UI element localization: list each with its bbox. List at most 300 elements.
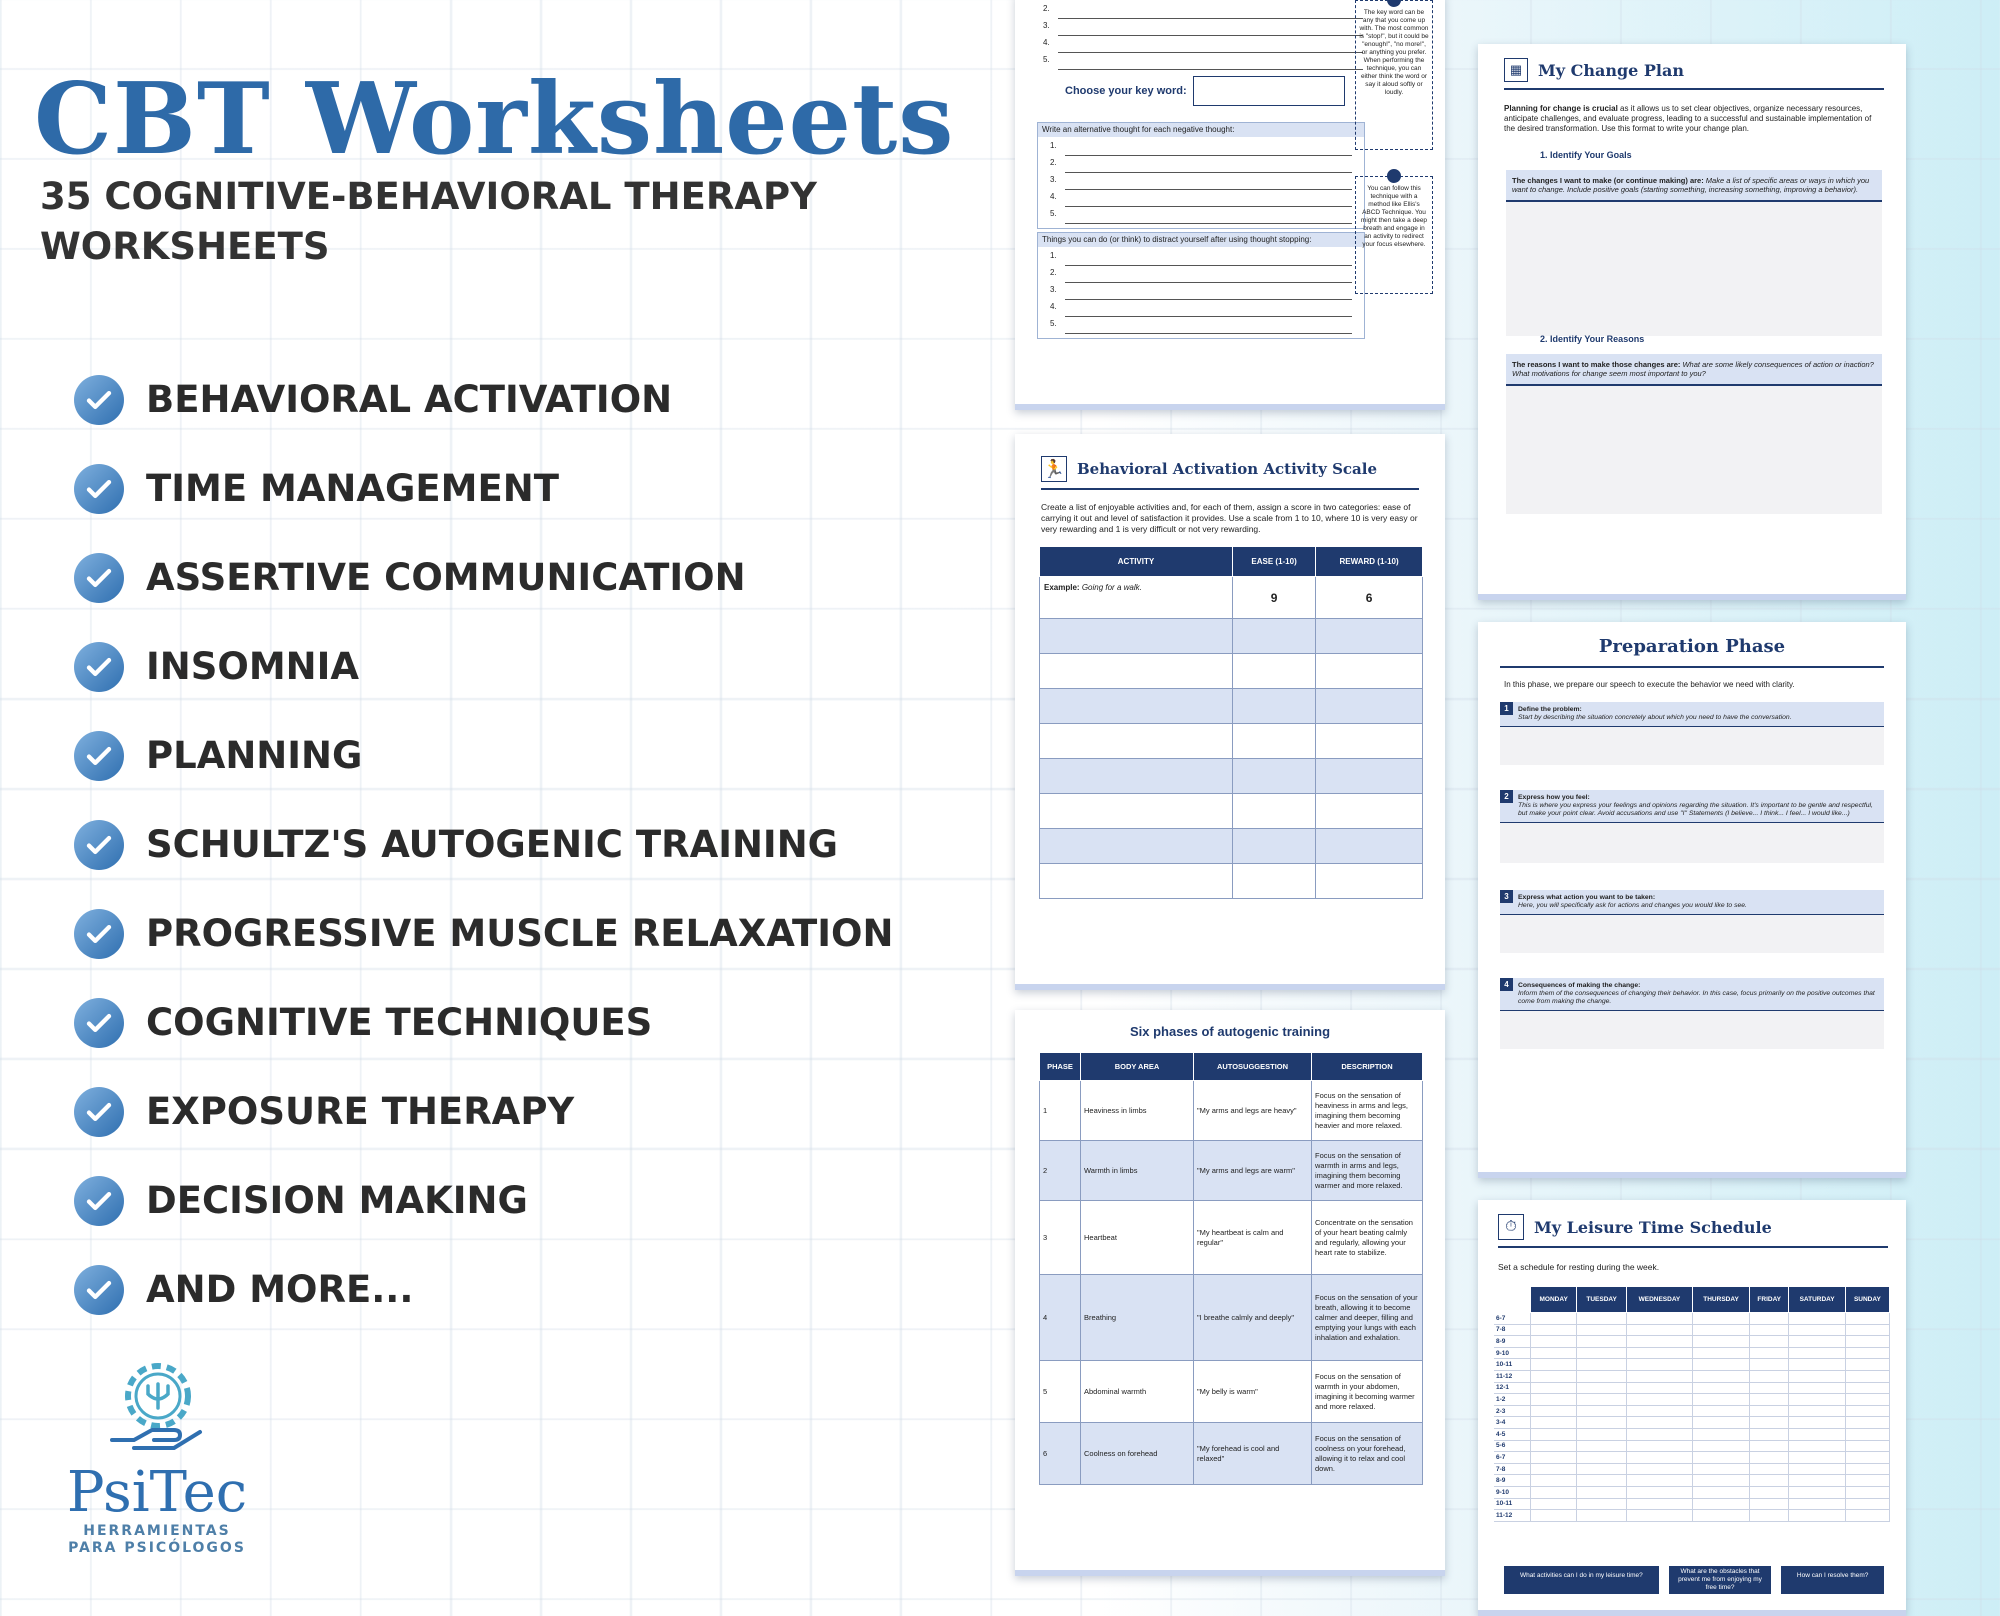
schedule-cell[interactable] [1789, 1486, 1845, 1498]
schedule-cell[interactable] [1845, 1498, 1889, 1510]
box-bold: The changes I want to make (or continue making) are: [1512, 176, 1704, 185]
schedule-cell[interactable] [1845, 1440, 1889, 1452]
line-number: 1. [1050, 251, 1057, 260]
schedule-cell[interactable] [1789, 1417, 1845, 1429]
topic-item [74, 978, 893, 1067]
schedule-row [1494, 1475, 1890, 1487]
topic-label: EXPOSURE THERAPY [146, 1090, 575, 1133]
check-circle-icon [74, 998, 124, 1048]
page-title: Preparation Phase [1598, 636, 1786, 657]
answer-area[interactable] [1500, 915, 1884, 953]
schedule-cell[interactable] [1845, 1428, 1889, 1440]
table-row[interactable] [1040, 829, 1423, 864]
schedule-row [1494, 1440, 1890, 1452]
schedule-cell[interactable] [1577, 1394, 1627, 1406]
schedule-cell[interactable] [1577, 1452, 1627, 1464]
table-row [1040, 1201, 1423, 1275]
reasons-box[interactable] [1506, 354, 1882, 514]
section-label: Write an alternative thought for each negative thought: [1038, 123, 1364, 137]
schedule-cell[interactable] [1750, 1347, 1789, 1359]
schedule-cell[interactable] [1531, 1347, 1577, 1359]
question-box: How can I resolve them? [1781, 1566, 1884, 1594]
schedule-cell[interactable] [1577, 1313, 1627, 1325]
schedule-cell[interactable] [1626, 1336, 1692, 1348]
day-header: SATURDAY [1789, 1287, 1845, 1313]
hour-label: 2-3 [1494, 1405, 1531, 1417]
page-title: My Leisure Time Schedule [1534, 1217, 1772, 1237]
schedule-cell[interactable] [1750, 1498, 1789, 1510]
schedule-cell[interactable] [1531, 1313, 1577, 1325]
intro-text: Set a schedule for resting during the week. [1498, 1262, 1660, 1272]
schedule-cell[interactable] [1577, 1336, 1627, 1348]
topic-label: INSOMNIA [146, 645, 360, 688]
schedule-cell[interactable] [1577, 1382, 1627, 1394]
answer-line [1065, 158, 1352, 173]
intro-text: In this phase, we prepare our speech to execute the behavior we need with clarity. [1504, 680, 1795, 689]
schedule-cell[interactable] [1531, 1428, 1577, 1440]
desc-cell: Concentrate on the sensation of your heart beating calmly and regularly, allowing your heart rate to stabilize. [1312, 1201, 1423, 1275]
check-circle-icon [74, 820, 124, 870]
schedule-cell[interactable] [1626, 1510, 1692, 1522]
schedule-row [1494, 1336, 1890, 1348]
schedule-cell[interactable] [1693, 1405, 1750, 1417]
schedule-cell[interactable] [1693, 1394, 1750, 1406]
hour-label: 9-10 [1494, 1347, 1531, 1359]
step-heading: 1. Identify Your Goals [1540, 150, 1632, 160]
check-circle-icon [74, 642, 124, 692]
topic-label: SCHULTZ'S AUTOGENIC TRAINING [146, 823, 839, 866]
schedule-cell[interactable] [1577, 1359, 1627, 1371]
schedule-cell[interactable] [1626, 1347, 1692, 1359]
change-plan-page [1478, 44, 1906, 600]
intro-text [1504, 104, 1884, 134]
schedule-cell[interactable] [1845, 1347, 1889, 1359]
line-number: 3. [1043, 21, 1050, 30]
phase-cell: 2 [1040, 1141, 1081, 1201]
answer-line [1058, 21, 1363, 36]
preparation-page [1478, 622, 1906, 1178]
schedule-cell[interactable] [1577, 1405, 1627, 1417]
schedule-cell[interactable] [1626, 1359, 1692, 1371]
column-header: ACTIVITY [1040, 547, 1233, 577]
column-header: BODY AREA [1081, 1053, 1194, 1081]
intro-rest: as it allows us to set clear objectives, organize necessary resources, anticipate challenges, and evaluate progress, leading to a successful and sustainable implementation of the desired transformation. Use this format to write your change plan. [1504, 104, 1872, 133]
step-heading: Express what action you want to be taken: [1518, 894, 1656, 901]
schedule-cell[interactable] [1531, 1440, 1577, 1452]
schedule-cell[interactable] [1845, 1463, 1889, 1475]
schedule-cell[interactable] [1750, 1440, 1789, 1452]
column-header: REWARD (1-10) [1316, 547, 1423, 577]
schedule-cell[interactable] [1693, 1382, 1750, 1394]
day-header: THURSDAY [1693, 1287, 1750, 1313]
desc-cell: Focus on the sensation of warmth in your abdomen, imagining it becoming warmer and more relaxed. [1312, 1361, 1423, 1423]
goals-box[interactable] [1506, 170, 1882, 336]
schedule-cell[interactable] [1750, 1382, 1789, 1394]
answer-area[interactable] [1500, 727, 1884, 765]
distraction-box [1037, 232, 1365, 339]
auto-cell: "My heartbeat is calm and regular" [1194, 1201, 1312, 1275]
logo-name: PsiTec [66, 1460, 248, 1525]
phase-cell: 5 [1040, 1361, 1081, 1423]
table-row [1040, 1423, 1423, 1485]
schedule-table [1494, 1286, 1890, 1522]
answer-area[interactable] [1500, 1011, 1884, 1049]
topic-item [74, 355, 893, 444]
psitec-logo [52, 1352, 262, 1557]
schedule-cell[interactable] [1693, 1347, 1750, 1359]
schedule-cell[interactable] [1750, 1510, 1789, 1522]
schedule-cell[interactable] [1789, 1452, 1845, 1464]
example-row [1040, 577, 1423, 619]
schedule-cell[interactable] [1750, 1417, 1789, 1429]
schedule-cell[interactable] [1789, 1463, 1845, 1475]
line-number: 3. [1050, 285, 1057, 294]
schedule-cell[interactable] [1845, 1510, 1889, 1522]
corner-cell [1494, 1287, 1531, 1313]
question-row [1504, 1566, 1884, 1594]
hour-label: 6-7 [1494, 1313, 1531, 1325]
schedule-cell[interactable] [1577, 1463, 1627, 1475]
schedule-cell[interactable] [1750, 1486, 1789, 1498]
step-heading: Define the problem: [1518, 706, 1582, 713]
schedule-cell[interactable] [1845, 1313, 1889, 1325]
running-icon: 🏃 [1041, 456, 1067, 482]
schedule-cell[interactable] [1750, 1324, 1789, 1336]
schedule-cell[interactable] [1845, 1452, 1889, 1464]
topic-item [74, 1156, 893, 1245]
answer-line [1065, 192, 1352, 207]
schedule-cell[interactable] [1626, 1475, 1692, 1487]
schedule-cell[interactable] [1693, 1510, 1750, 1522]
topic-label: TIME MANAGEMENT [146, 467, 559, 510]
schedule-cell[interactable] [1531, 1324, 1577, 1336]
schedule-cell[interactable] [1845, 1324, 1889, 1336]
schedule-cell[interactable] [1577, 1428, 1627, 1440]
schedule-cell[interactable] [1626, 1382, 1692, 1394]
gear-hand-icon [102, 1352, 212, 1458]
schedule-cell[interactable] [1577, 1370, 1627, 1382]
schedule-row [1494, 1498, 1890, 1510]
column-header: EASE (1-10) [1233, 547, 1316, 577]
schedule-cell[interactable] [1750, 1370, 1789, 1382]
schedule-cell[interactable] [1750, 1313, 1789, 1325]
schedule-cell[interactable] [1531, 1394, 1577, 1406]
hour-label: 10-11 [1494, 1359, 1531, 1371]
schedule-cell[interactable] [1845, 1336, 1889, 1348]
schedule-cell[interactable] [1626, 1452, 1692, 1464]
step-number: 3 [1500, 890, 1513, 903]
line-number: 5. [1043, 55, 1050, 64]
schedule-cell[interactable] [1577, 1486, 1627, 1498]
schedule-cell[interactable] [1577, 1440, 1627, 1452]
schedule-cell[interactable] [1693, 1336, 1750, 1348]
schedule-cell[interactable] [1693, 1452, 1750, 1464]
example-text: Going for a walk. [1081, 583, 1142, 592]
line-number: 5. [1050, 209, 1057, 218]
schedule-cell[interactable] [1626, 1417, 1692, 1429]
check-circle-icon [74, 553, 124, 603]
table-row[interactable] [1040, 689, 1423, 724]
desc-cell: Focus on the sensation of your breath, allowing it to become calmer and deeper, filling and emptying your lungs with each inhalation and exhalation. [1312, 1275, 1423, 1361]
example-label: Example: [1044, 583, 1080, 592]
topic-item [74, 533, 893, 622]
topic-label: BEHAVIORAL ACTIVATION [146, 378, 673, 421]
subtitle: 35 COGNITIVE-BEHAVIORAL THERAPY WORKSHEETS [40, 175, 817, 268]
area-cell: Heartbeat [1081, 1201, 1194, 1275]
schedule-cell[interactable] [1626, 1313, 1692, 1325]
step-block [1500, 702, 1884, 765]
schedule-cell[interactable] [1750, 1394, 1789, 1406]
auto-cell: "I breathe calmly and deeply" [1194, 1275, 1312, 1361]
schedule-cell[interactable] [1789, 1359, 1845, 1371]
topic-label: AND MORE... [146, 1268, 414, 1311]
schedule-cell[interactable] [1626, 1394, 1692, 1406]
keyword-field[interactable] [1193, 76, 1345, 106]
schedule-cell[interactable] [1693, 1440, 1750, 1452]
phase-cell: 4 [1040, 1275, 1081, 1361]
schedule-cell[interactable] [1577, 1498, 1627, 1510]
plan-icon: ▦ [1504, 58, 1528, 82]
topic-item [74, 622, 893, 711]
step-number: 1 [1500, 702, 1513, 715]
schedule-row [1494, 1382, 1890, 1394]
hour-label: 1-2 [1494, 1394, 1531, 1406]
schedule-cell[interactable] [1531, 1510, 1577, 1522]
topic-label: ASSERTIVE COMMUNICATION [146, 556, 746, 599]
schedule-cell[interactable] [1789, 1336, 1845, 1348]
schedule-cell[interactable] [1845, 1359, 1889, 1371]
logo-tagline: PARA PSICÓLOGOS [68, 1540, 246, 1556]
table-row[interactable] [1040, 864, 1423, 899]
schedule-cell[interactable] [1789, 1510, 1845, 1522]
schedule-cell[interactable] [1789, 1324, 1845, 1336]
table-row[interactable] [1040, 619, 1423, 654]
schedule-cell[interactable] [1531, 1382, 1577, 1394]
check-circle-icon [74, 909, 124, 959]
schedule-cell[interactable] [1693, 1475, 1750, 1487]
hour-label: 5-6 [1494, 1440, 1531, 1452]
step-block [1500, 890, 1884, 953]
schedule-cell[interactable] [1626, 1486, 1692, 1498]
schedule-cell[interactable] [1626, 1324, 1692, 1336]
schedule-cell[interactable] [1626, 1405, 1692, 1417]
schedule-cell[interactable] [1693, 1359, 1750, 1371]
step-number: 2 [1500, 790, 1513, 803]
page-title: My Change Plan [1538, 60, 1684, 80]
schedule-row [1494, 1370, 1890, 1382]
schedule-cell[interactable] [1577, 1347, 1627, 1359]
schedule-cell[interactable] [1531, 1486, 1577, 1498]
hour-label: 3-4 [1494, 1417, 1531, 1429]
line-number: 4. [1043, 38, 1050, 47]
schedule-cell[interactable] [1626, 1370, 1692, 1382]
schedule-cell[interactable] [1577, 1475, 1627, 1487]
step-block [1500, 978, 1884, 1049]
column-header: PHASE [1040, 1053, 1081, 1081]
phase-cell: 3 [1040, 1201, 1081, 1275]
line-number: 2. [1050, 268, 1057, 277]
schedule-cell[interactable] [1531, 1417, 1577, 1429]
auto-cell: "My arms and legs are heavy" [1194, 1081, 1312, 1141]
table-row[interactable] [1040, 794, 1423, 829]
tip-box [1355, 176, 1433, 294]
schedule-cell[interactable] [1577, 1510, 1627, 1522]
schedule-cell[interactable] [1693, 1498, 1750, 1510]
schedule-cell[interactable] [1577, 1324, 1627, 1336]
schedule-cell[interactable] [1531, 1370, 1577, 1382]
line-number: 5. [1050, 319, 1057, 328]
schedule-row [1494, 1486, 1890, 1498]
schedule-cell[interactable] [1845, 1486, 1889, 1498]
table-row [1040, 1361, 1423, 1423]
line-number: 3. [1050, 175, 1057, 184]
schedule-cell[interactable] [1531, 1405, 1577, 1417]
schedule-cell[interactable] [1693, 1417, 1750, 1429]
schedule-cell[interactable] [1693, 1313, 1750, 1325]
schedule-cell[interactable] [1845, 1370, 1889, 1382]
box-bold: The reasons I want to make those changes are: [1512, 360, 1681, 369]
schedule-cell[interactable] [1626, 1440, 1692, 1452]
answer-line [1058, 38, 1363, 53]
section-label: Things you can do (or think) to distract yourself after using thought stopping: [1038, 233, 1364, 247]
schedule-row [1494, 1510, 1890, 1522]
schedule-cell[interactable] [1693, 1486, 1750, 1498]
step-text: This is where you express your feelings and opinions regarding the situation. It's important to be gentle and respectful, but make your point clear. Avoid accusations and use "I" Statements (I believe... I think... I feel... I would like...) [1518, 802, 1873, 817]
schedule-cell[interactable] [1531, 1498, 1577, 1510]
hour-label: 8-9 [1494, 1336, 1531, 1348]
auto-cell: "My arms and legs are warm" [1194, 1141, 1312, 1201]
schedule-cell[interactable] [1626, 1428, 1692, 1440]
schedule-cell[interactable] [1750, 1359, 1789, 1371]
schedule-row [1494, 1347, 1890, 1359]
schedule-cell[interactable] [1531, 1359, 1577, 1371]
schedule-cell[interactable] [1750, 1336, 1789, 1348]
schedule-cell[interactable] [1750, 1463, 1789, 1475]
schedule-cell[interactable] [1577, 1417, 1627, 1429]
logo-tagline: HERRAMIENTAS [83, 1523, 231, 1539]
schedule-cell[interactable] [1845, 1394, 1889, 1406]
day-header: FRIDAY [1750, 1287, 1789, 1313]
check-circle-icon [74, 375, 124, 425]
schedule-cell[interactable] [1789, 1347, 1845, 1359]
schedule-cell[interactable] [1789, 1475, 1845, 1487]
answer-area[interactable] [1500, 823, 1884, 863]
schedule-row [1494, 1324, 1890, 1336]
check-circle-icon [74, 1265, 124, 1315]
area-cell: Coolness on forehead [1081, 1423, 1194, 1485]
hour-label: 12-1 [1494, 1382, 1531, 1394]
schedule-cell[interactable] [1693, 1428, 1750, 1440]
schedule-cell[interactable] [1750, 1405, 1789, 1417]
answer-line [1065, 141, 1352, 156]
stopwatch-icon: ⏱ [1498, 1214, 1524, 1240]
table-row [1040, 1275, 1423, 1361]
box-hint: What are some likely consequences of action or inaction? What motivations for change seem most important to you? [1512, 360, 1874, 378]
auto-cell: "My belly is warm" [1194, 1361, 1312, 1423]
topic-list [74, 355, 893, 1334]
schedule-cell[interactable] [1845, 1405, 1889, 1417]
phase-cell: 6 [1040, 1423, 1081, 1485]
schedule-cell[interactable] [1626, 1498, 1692, 1510]
answer-line [1065, 251, 1352, 266]
schedule-cell[interactable] [1789, 1498, 1845, 1510]
auto-cell: "My forehead is cool and relaxed" [1194, 1423, 1312, 1485]
schedule-cell[interactable] [1531, 1452, 1577, 1464]
keyword-label: Choose your key word: [1065, 85, 1187, 97]
schedule-cell[interactable] [1531, 1475, 1577, 1487]
hour-label: 4-5 [1494, 1428, 1531, 1440]
schedule-cell[interactable] [1750, 1452, 1789, 1464]
hour-label: 7-8 [1494, 1463, 1531, 1475]
schedule-cell[interactable] [1789, 1405, 1845, 1417]
hour-label: 6-7 [1494, 1452, 1531, 1464]
answer-line [1058, 4, 1363, 19]
topic-item [74, 1067, 893, 1156]
schedule-cell[interactable] [1789, 1440, 1845, 1452]
schedule-cell[interactable] [1789, 1394, 1845, 1406]
question-box: What are the obstacles that prevent me from enjoying my free time? [1669, 1566, 1772, 1594]
table-row[interactable] [1040, 759, 1423, 794]
schedule-cell[interactable] [1626, 1463, 1692, 1475]
schedule-cell[interactable] [1750, 1428, 1789, 1440]
schedule-cell[interactable] [1789, 1370, 1845, 1382]
answer-line [1058, 55, 1363, 70]
question-box: What activities can I do in my leisure time? [1504, 1566, 1659, 1594]
schedule-row [1494, 1359, 1890, 1371]
schedule-row [1494, 1394, 1890, 1406]
schedule-cell[interactable] [1750, 1475, 1789, 1487]
schedule-row [1494, 1313, 1890, 1325]
check-circle-icon [74, 1176, 124, 1226]
topic-item [74, 444, 893, 533]
schedule-cell[interactable] [1845, 1475, 1889, 1487]
column-header: AUTOSUGGESTION [1194, 1053, 1312, 1081]
schedule-cell[interactable] [1845, 1417, 1889, 1429]
hour-label: 11-12 [1494, 1370, 1531, 1382]
schedule-cell[interactable] [1531, 1463, 1577, 1475]
schedule-cell[interactable] [1845, 1382, 1889, 1394]
column-header: DESCRIPTION [1312, 1053, 1423, 1081]
hour-label: 11-12 [1494, 1510, 1531, 1522]
schedule-row [1494, 1405, 1890, 1417]
hour-label: 7-8 [1494, 1324, 1531, 1336]
area-cell: Heaviness in limbs [1081, 1081, 1194, 1141]
table-row[interactable] [1040, 654, 1423, 689]
lightbulb-icon [1387, 0, 1401, 7]
schedule-cell[interactable] [1531, 1336, 1577, 1348]
topic-item [74, 889, 893, 978]
day-header: SUNDAY [1845, 1287, 1889, 1313]
schedule-cell[interactable] [1693, 1324, 1750, 1336]
autogenic-table [1039, 1052, 1423, 1485]
activity-table [1039, 546, 1423, 899]
schedule-cell[interactable] [1789, 1382, 1845, 1394]
topic-item [74, 1245, 893, 1334]
desc-cell: Focus on the sensation of coolness on your forehead, allowing it to relax and cool down. [1312, 1423, 1423, 1485]
table-row[interactable] [1040, 724, 1423, 759]
hour-label: 10-11 [1494, 1498, 1531, 1510]
schedule-cell[interactable] [1693, 1463, 1750, 1475]
activity-scale-page [1015, 434, 1445, 990]
schedule-cell[interactable] [1693, 1370, 1750, 1382]
page-title: Six phases of autogenic training [1129, 1024, 1331, 1039]
schedule-cell[interactable] [1789, 1313, 1845, 1325]
line-number: 1. [1050, 141, 1057, 150]
schedule-cell[interactable] [1789, 1428, 1845, 1440]
area-cell: Breathing [1081, 1275, 1194, 1361]
phase-cell: 1 [1040, 1081, 1081, 1141]
topic-item [74, 711, 893, 800]
